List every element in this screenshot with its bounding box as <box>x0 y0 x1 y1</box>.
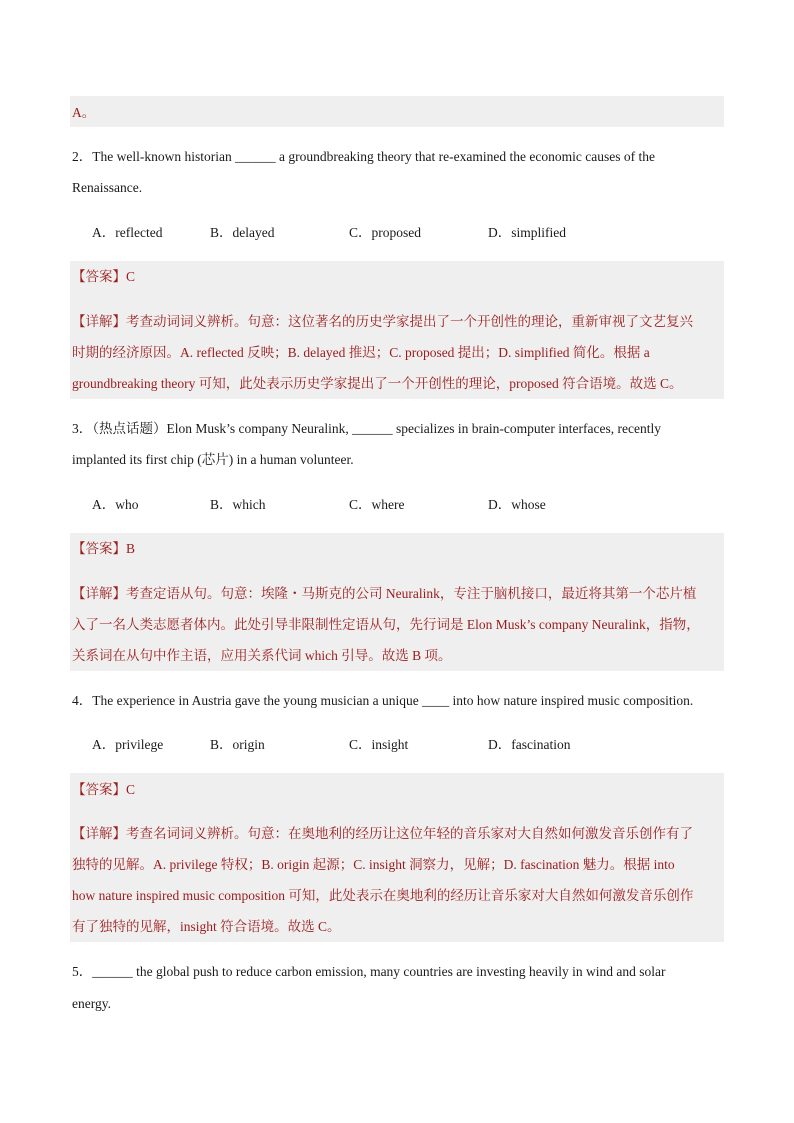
q2-detail-line3: groundbreaking theory 可知，此处表示历史学家提出了一个开创性的理论，proposed 符合语境。故选 C。 <box>72 376 683 391</box>
q4-detail-line4: 有了独特的见解，insight 符合语境。故选 C。 <box>72 919 341 934</box>
q2-option-c: C．proposed <box>349 225 421 240</box>
q2-option-d: D．simplified <box>488 225 566 240</box>
q2-option-a: A．reflected <box>92 225 163 240</box>
q2-answer: 【答案】C <box>72 269 136 284</box>
q4-detail-line1: 【详解】考查名词词义辨析。句意：在奥地利的经历让这位年轻的音乐家对大自然如何激发音乐创作有了 <box>72 826 693 841</box>
q2-detail-line2: 时期的经济原因。A. reflected 反映；B. delayed 推迟；C. proposed 提出；D. simplified 简化。根据 a <box>72 345 650 360</box>
q3-detail-line1: 【详解】考查定语从句。句意：埃隆・马斯克的公司 Neuralink，专注于脑机接口，最近将其第一个芯片植 <box>72 586 697 601</box>
q2-detail-line1: 【详解】考查动词词义辨析。句意：这位著名的历史学家提出了一个开创性的理论，重新审视了文艺复兴 <box>72 314 693 329</box>
q3-stem-line1: 3．（热点话题）Elon Musk’s company Neuralink, ______ specializes in brain-computer interfaces, recently <box>72 421 661 436</box>
q3-option-b: B．which <box>210 497 266 512</box>
q4-detail-line3: how nature inspired music composition 可知，此处表示在奥地利的经历让音乐家对大自然如何激发音乐创作 <box>72 888 694 903</box>
q3-option-d: D．whose <box>488 497 546 512</box>
q3-detail-line2: 入了一名人类志愿者体内。此处引导非限制性定语从句，先行词是 Elon Musk’s company Neuralink，指物， <box>72 617 700 632</box>
q3-detail-line3: 关系词在从句中作主语，应用关系代词 which 引导。故选 B 项。 <box>72 648 452 663</box>
q4-option-b: B．origin <box>210 737 265 752</box>
q4-stem-line1: 4．The experience in Austria gave the young musician a unique ____ into how nature inspired music composition. <box>72 693 694 708</box>
answer-block <box>70 96 724 127</box>
q4-option-c: C．insight <box>349 737 409 752</box>
q4-detail-line2: 独特的见解。A. privilege 特权；B. origin 起源；C. insight 洞察力，见解；D. fascination 魅力。根据 into <box>72 857 675 872</box>
q4-option-a: A．privilege <box>92 737 164 752</box>
q4-option-d: D．fascination <box>488 737 571 752</box>
q2-stem-line2: Renaissance. <box>72 180 143 195</box>
q3-option-a: A．who <box>92 497 139 512</box>
q2-option-b: B．delayed <box>210 225 275 240</box>
q1-answer-tail: A。 <box>72 105 96 120</box>
q3-option-c: C．where <box>349 497 405 512</box>
q4-answer: 【答案】C <box>72 782 136 797</box>
q3-answer: 【答案】B <box>72 541 136 556</box>
q5-stem-line1: 5．______ the global push to reduce carbon emission, many countries are investing heavily in wind and solar <box>72 964 666 979</box>
q3-stem-line2: implanted its first chip (芯片) in a human volunteer. <box>72 452 354 467</box>
q5-stem-line2: energy. <box>72 996 111 1011</box>
q2-stem-line1: 2．The well-known historian ______ a groundbreaking theory that re-examined the economic causes of the <box>72 149 655 164</box>
